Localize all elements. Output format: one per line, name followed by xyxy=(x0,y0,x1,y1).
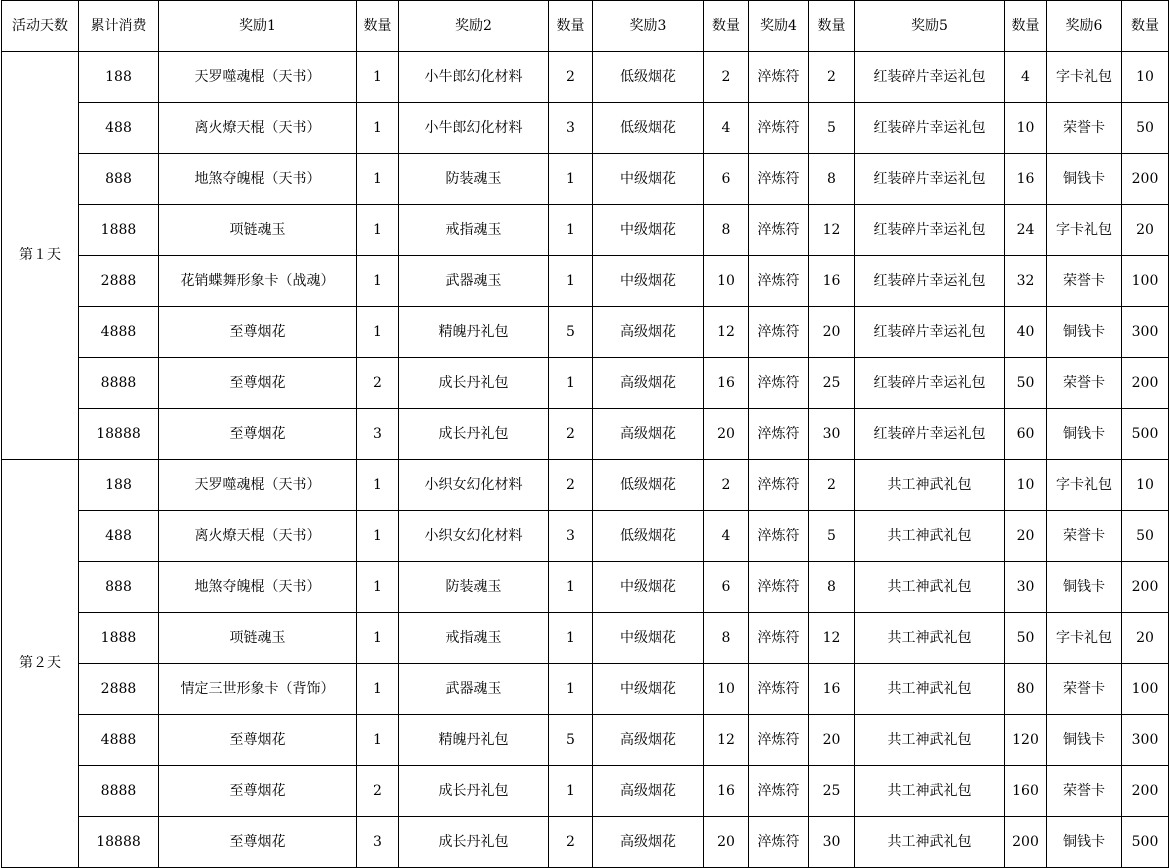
table-row xyxy=(2,307,1169,358)
cell-qty-1: 1 xyxy=(357,103,399,154)
cell-qty-2: 2 xyxy=(549,52,593,103)
table-row xyxy=(2,256,1169,307)
cell-qty-4: 2 xyxy=(809,52,855,103)
cell-qty-5: 200 xyxy=(1005,817,1047,868)
cell-qty-5: 50 xyxy=(1005,613,1047,664)
table-row xyxy=(2,52,1169,103)
cell-reward-4: 淬炼符 xyxy=(749,154,809,205)
table-row xyxy=(2,205,1169,256)
cell-reward-1: 情定三世形象卡（背饰） xyxy=(159,664,357,715)
cell-reward-6: 铜钱卡 xyxy=(1047,817,1122,868)
cell-reward-2: 成长丹礼包 xyxy=(399,358,549,409)
header-qty-4: 数量 xyxy=(809,1,855,52)
cell-qty-5: 16 xyxy=(1005,154,1047,205)
cell-reward-2: 成长丹礼包 xyxy=(399,766,549,817)
cell-reward-3: 中级烟花 xyxy=(593,154,704,205)
cell-qty-5: 30 xyxy=(1005,562,1047,613)
table-row xyxy=(2,103,1169,154)
cell-qty-3: 6 xyxy=(704,562,749,613)
table-row xyxy=(2,613,1169,664)
cell-qty-1: 2 xyxy=(357,766,399,817)
cell-qty-6: 200 xyxy=(1122,154,1169,205)
cell-qty-2: 5 xyxy=(549,307,593,358)
table-body xyxy=(2,52,1169,868)
cell-qty-6: 200 xyxy=(1122,562,1169,613)
header-reward-3: 奖励3 xyxy=(593,1,704,52)
cell-reward-3: 中级烟花 xyxy=(593,256,704,307)
cell-qty-5: 50 xyxy=(1005,358,1047,409)
cell-qty-4: 30 xyxy=(809,817,855,868)
cell-reward-5: 红装碎片幸运礼包 xyxy=(855,256,1005,307)
cell-qty-3: 12 xyxy=(704,307,749,358)
cell-reward-4: 淬炼符 xyxy=(749,613,809,664)
cell-qty-6: 10 xyxy=(1122,52,1169,103)
header-qty-3: 数量 xyxy=(704,1,749,52)
cell-reward-5: 红装碎片幸运礼包 xyxy=(855,154,1005,205)
table-row xyxy=(2,817,1169,868)
cell-qty-3: 10 xyxy=(704,664,749,715)
cell-reward-1: 至尊烟花 xyxy=(159,358,357,409)
cell-qty-1: 1 xyxy=(357,562,399,613)
cell-reward-2: 成长丹礼包 xyxy=(399,409,549,460)
cell-reward-5: 红装碎片幸运礼包 xyxy=(855,409,1005,460)
cell-qty-4: 8 xyxy=(809,562,855,613)
cell-qty-2: 2 xyxy=(549,460,593,511)
cell-qty-4: 16 xyxy=(809,256,855,307)
cell-reward-1: 花销蝶舞形象卡（战魂） xyxy=(159,256,357,307)
table-row xyxy=(2,460,1169,511)
cell-reward-3: 高级烟花 xyxy=(593,307,704,358)
cell-reward-4: 淬炼符 xyxy=(749,511,809,562)
cell-reward-2: 武器魂玉 xyxy=(399,256,549,307)
cell-reward-3: 低级烟花 xyxy=(593,511,704,562)
cell-qty-2: 1 xyxy=(549,613,593,664)
cell-reward-2: 精魄丹礼包 xyxy=(399,307,549,358)
cell-qty-6: 100 xyxy=(1122,256,1169,307)
cell-qty-3: 4 xyxy=(704,103,749,154)
cell-qty-3: 20 xyxy=(704,817,749,868)
cell-cumulative-spend: 2888 xyxy=(79,664,159,715)
cell-cumulative-spend: 1888 xyxy=(79,613,159,664)
cell-reward-3: 高级烟花 xyxy=(593,358,704,409)
cell-reward-3: 低级烟花 xyxy=(593,460,704,511)
cell-reward-5: 红装碎片幸运礼包 xyxy=(855,103,1005,154)
cell-reward-2: 防装魂玉 xyxy=(399,154,549,205)
cell-reward-4: 淬炼符 xyxy=(749,766,809,817)
header-reward-2: 奖励2 xyxy=(399,1,549,52)
cell-qty-5: 10 xyxy=(1005,103,1047,154)
cell-qty-3: 10 xyxy=(704,256,749,307)
cell-reward-4: 淬炼符 xyxy=(749,664,809,715)
day-label: 第２天 xyxy=(2,460,79,868)
cell-qty-3: 2 xyxy=(704,460,749,511)
cell-qty-1: 3 xyxy=(357,409,399,460)
cell-reward-1: 至尊烟花 xyxy=(159,817,357,868)
cell-reward-4: 淬炼符 xyxy=(749,562,809,613)
table-row xyxy=(2,562,1169,613)
cell-reward-5: 共工神武礼包 xyxy=(855,562,1005,613)
cell-qty-1: 1 xyxy=(357,154,399,205)
cell-qty-5: 160 xyxy=(1005,766,1047,817)
cell-qty-5: 40 xyxy=(1005,307,1047,358)
table-row xyxy=(2,715,1169,766)
cell-qty-1: 1 xyxy=(357,664,399,715)
cell-reward-3: 高级烟花 xyxy=(593,766,704,817)
cell-reward-6: 字卡礼包 xyxy=(1047,52,1122,103)
cell-cumulative-spend: 488 xyxy=(79,103,159,154)
cell-cumulative-spend: 188 xyxy=(79,52,159,103)
cell-qty-1: 1 xyxy=(357,52,399,103)
cell-reward-1: 天罗噬魂棍（天书） xyxy=(159,460,357,511)
cell-reward-3: 中级烟花 xyxy=(593,562,704,613)
cell-reward-2: 武器魂玉 xyxy=(399,664,549,715)
cell-qty-1: 1 xyxy=(357,460,399,511)
cell-reward-1: 项链魂玉 xyxy=(159,613,357,664)
cell-qty-1: 1 xyxy=(357,205,399,256)
header-reward-4: 奖励4 xyxy=(749,1,809,52)
table-row xyxy=(2,511,1169,562)
cell-reward-4: 淬炼符 xyxy=(749,205,809,256)
cell-cumulative-spend: 4888 xyxy=(79,307,159,358)
cell-reward-3: 高级烟花 xyxy=(593,409,704,460)
cell-reward-5: 共工神武礼包 xyxy=(855,613,1005,664)
cell-reward-1: 项链魂玉 xyxy=(159,205,357,256)
cell-qty-4: 25 xyxy=(809,766,855,817)
cell-reward-4: 淬炼符 xyxy=(749,358,809,409)
cell-qty-6: 200 xyxy=(1122,766,1169,817)
day-label: 第１天 xyxy=(2,52,79,460)
cell-qty-2: 5 xyxy=(549,715,593,766)
cell-reward-6: 荣誉卡 xyxy=(1047,256,1122,307)
cell-qty-6: 100 xyxy=(1122,664,1169,715)
cell-reward-6: 铜钱卡 xyxy=(1047,562,1122,613)
cell-reward-2: 小牛郎幻化材料 xyxy=(399,103,549,154)
header-qty-2: 数量 xyxy=(549,1,593,52)
cell-qty-4: 20 xyxy=(809,307,855,358)
cell-cumulative-spend: 8888 xyxy=(79,766,159,817)
cell-reward-5: 红装碎片幸运礼包 xyxy=(855,358,1005,409)
cell-qty-4: 12 xyxy=(809,613,855,664)
cell-qty-6: 300 xyxy=(1122,307,1169,358)
cell-qty-5: 32 xyxy=(1005,256,1047,307)
cell-reward-6: 字卡礼包 xyxy=(1047,205,1122,256)
cell-reward-3: 中级烟花 xyxy=(593,664,704,715)
cell-cumulative-spend: 188 xyxy=(79,460,159,511)
header-reward-5: 奖励5 xyxy=(855,1,1005,52)
cell-qty-6: 500 xyxy=(1122,409,1169,460)
header-activity-days: 活动天数 xyxy=(2,1,79,52)
cell-qty-5: 4 xyxy=(1005,52,1047,103)
cell-qty-2: 3 xyxy=(549,511,593,562)
cell-reward-6: 铜钱卡 xyxy=(1047,715,1122,766)
cell-qty-6: 20 xyxy=(1122,205,1169,256)
cell-qty-4: 20 xyxy=(809,715,855,766)
cell-qty-4: 5 xyxy=(809,511,855,562)
cell-qty-1: 1 xyxy=(357,511,399,562)
cell-qty-1: 1 xyxy=(357,256,399,307)
cell-reward-1: 至尊烟花 xyxy=(159,766,357,817)
cell-reward-3: 高级烟花 xyxy=(593,817,704,868)
cell-reward-2: 戒指魂玉 xyxy=(399,613,549,664)
cell-qty-2: 1 xyxy=(549,154,593,205)
table-row xyxy=(2,409,1169,460)
cell-qty-1: 2 xyxy=(357,358,399,409)
cell-qty-2: 2 xyxy=(549,817,593,868)
cell-qty-3: 8 xyxy=(704,205,749,256)
cell-qty-6: 300 xyxy=(1122,715,1169,766)
cell-reward-3: 低级烟花 xyxy=(593,103,704,154)
cell-reward-1: 离火燎天棍（天书） xyxy=(159,103,357,154)
cell-reward-4: 淬炼符 xyxy=(749,817,809,868)
cell-reward-5: 红装碎片幸运礼包 xyxy=(855,205,1005,256)
cell-qty-5: 120 xyxy=(1005,715,1047,766)
cell-reward-3: 中级烟花 xyxy=(593,205,704,256)
cell-qty-4: 2 xyxy=(809,460,855,511)
cell-cumulative-spend: 4888 xyxy=(79,715,159,766)
cell-qty-2: 1 xyxy=(549,205,593,256)
table-row xyxy=(2,358,1169,409)
cell-reward-2: 戒指魂玉 xyxy=(399,205,549,256)
cell-reward-4: 淬炼符 xyxy=(749,103,809,154)
cell-reward-1: 至尊烟花 xyxy=(159,409,357,460)
cell-qty-6: 50 xyxy=(1122,511,1169,562)
cell-reward-6: 铜钱卡 xyxy=(1047,154,1122,205)
header-qty-1: 数量 xyxy=(357,1,399,52)
cell-cumulative-spend: 888 xyxy=(79,562,159,613)
header-reward-1: 奖励1 xyxy=(159,1,357,52)
cell-qty-2: 1 xyxy=(549,562,593,613)
cell-reward-3: 高级烟花 xyxy=(593,715,704,766)
header-row xyxy=(2,1,1169,52)
cell-qty-4: 16 xyxy=(809,664,855,715)
cell-reward-6: 铜钱卡 xyxy=(1047,307,1122,358)
cell-reward-6: 荣誉卡 xyxy=(1047,103,1122,154)
table-row xyxy=(2,664,1169,715)
cell-reward-5: 共工神武礼包 xyxy=(855,511,1005,562)
cell-qty-4: 25 xyxy=(809,358,855,409)
cell-qty-2: 1 xyxy=(549,766,593,817)
cell-reward-5: 共工神武礼包 xyxy=(855,817,1005,868)
cell-cumulative-spend: 18888 xyxy=(79,409,159,460)
cell-qty-5: 24 xyxy=(1005,205,1047,256)
cell-qty-5: 10 xyxy=(1005,460,1047,511)
cell-qty-6: 500 xyxy=(1122,817,1169,868)
cell-reward-6: 荣誉卡 xyxy=(1047,664,1122,715)
cell-reward-4: 淬炼符 xyxy=(749,409,809,460)
cell-reward-2: 成长丹礼包 xyxy=(399,817,549,868)
cell-qty-5: 20 xyxy=(1005,511,1047,562)
cell-reward-2: 小牛郎幻化材料 xyxy=(399,52,549,103)
cell-qty-3: 2 xyxy=(704,52,749,103)
cell-reward-1: 地煞夺魄棍（天书） xyxy=(159,562,357,613)
header-reward-6: 奖励6 xyxy=(1047,1,1122,52)
cell-reward-3: 低级烟花 xyxy=(593,52,704,103)
cell-qty-6: 200 xyxy=(1122,358,1169,409)
cell-qty-5: 80 xyxy=(1005,664,1047,715)
cell-reward-3: 中级烟花 xyxy=(593,613,704,664)
cell-reward-4: 淬炼符 xyxy=(749,715,809,766)
cell-qty-4: 30 xyxy=(809,409,855,460)
header-qty-6: 数量 xyxy=(1122,1,1169,52)
cell-qty-2: 1 xyxy=(549,358,593,409)
cell-qty-4: 5 xyxy=(809,103,855,154)
cell-reward-4: 淬炼符 xyxy=(749,52,809,103)
cell-reward-5: 共工神武礼包 xyxy=(855,766,1005,817)
cell-reward-5: 共工神武礼包 xyxy=(855,715,1005,766)
cell-cumulative-spend: 888 xyxy=(79,154,159,205)
cell-reward-4: 淬炼符 xyxy=(749,307,809,358)
cell-reward-2: 小织女幻化材料 xyxy=(399,511,549,562)
cell-qty-4: 12 xyxy=(809,205,855,256)
cell-reward-6: 铜钱卡 xyxy=(1047,409,1122,460)
cell-cumulative-spend: 18888 xyxy=(79,817,159,868)
cell-qty-3: 4 xyxy=(704,511,749,562)
cell-qty-4: 8 xyxy=(809,154,855,205)
cell-reward-5: 红装碎片幸运礼包 xyxy=(855,52,1005,103)
cell-reward-1: 至尊烟花 xyxy=(159,307,357,358)
cell-qty-3: 16 xyxy=(704,766,749,817)
cell-qty-2: 1 xyxy=(549,664,593,715)
cell-reward-1: 至尊烟花 xyxy=(159,715,357,766)
cell-reward-6: 荣誉卡 xyxy=(1047,766,1122,817)
table-row xyxy=(2,766,1169,817)
cell-qty-1: 1 xyxy=(357,715,399,766)
cell-qty-1: 1 xyxy=(357,613,399,664)
cell-reward-6: 荣誉卡 xyxy=(1047,358,1122,409)
cell-reward-6: 字卡礼包 xyxy=(1047,460,1122,511)
cell-reward-6: 荣誉卡 xyxy=(1047,511,1122,562)
cell-reward-1: 离火燎天棍（天书） xyxy=(159,511,357,562)
cell-qty-3: 20 xyxy=(704,409,749,460)
reward-table xyxy=(1,0,1169,868)
header-qty-5: 数量 xyxy=(1005,1,1047,52)
table-row xyxy=(2,154,1169,205)
cell-qty-1: 1 xyxy=(357,307,399,358)
cell-reward-6: 字卡礼包 xyxy=(1047,613,1122,664)
cell-reward-5: 共工神武礼包 xyxy=(855,460,1005,511)
cell-qty-3: 6 xyxy=(704,154,749,205)
cell-reward-4: 淬炼符 xyxy=(749,256,809,307)
cell-qty-6: 10 xyxy=(1122,460,1169,511)
header-cumulative-spend: 累计消费 xyxy=(79,1,159,52)
cell-cumulative-spend: 488 xyxy=(79,511,159,562)
cell-qty-2: 2 xyxy=(549,409,593,460)
cell-cumulative-spend: 1888 xyxy=(79,205,159,256)
cell-cumulative-spend: 2888 xyxy=(79,256,159,307)
cell-qty-3: 8 xyxy=(704,613,749,664)
cell-qty-3: 16 xyxy=(704,358,749,409)
cell-cumulative-spend: 8888 xyxy=(79,358,159,409)
cell-qty-6: 20 xyxy=(1122,613,1169,664)
cell-reward-5: 红装碎片幸运礼包 xyxy=(855,307,1005,358)
cell-reward-2: 小织女幻化材料 xyxy=(399,460,549,511)
cell-qty-2: 3 xyxy=(549,103,593,154)
cell-reward-2: 精魄丹礼包 xyxy=(399,715,549,766)
cell-qty-3: 12 xyxy=(704,715,749,766)
cell-reward-1: 地煞夺魄棍（天书） xyxy=(159,154,357,205)
cell-qty-2: 1 xyxy=(549,256,593,307)
cell-qty-5: 60 xyxy=(1005,409,1047,460)
cell-reward-2: 防装魂玉 xyxy=(399,562,549,613)
cell-reward-5: 共工神武礼包 xyxy=(855,664,1005,715)
cell-reward-4: 淬炼符 xyxy=(749,460,809,511)
cell-qty-6: 50 xyxy=(1122,103,1169,154)
cell-reward-1: 天罗噬魂棍（天书） xyxy=(159,52,357,103)
cell-qty-1: 3 xyxy=(357,817,399,868)
